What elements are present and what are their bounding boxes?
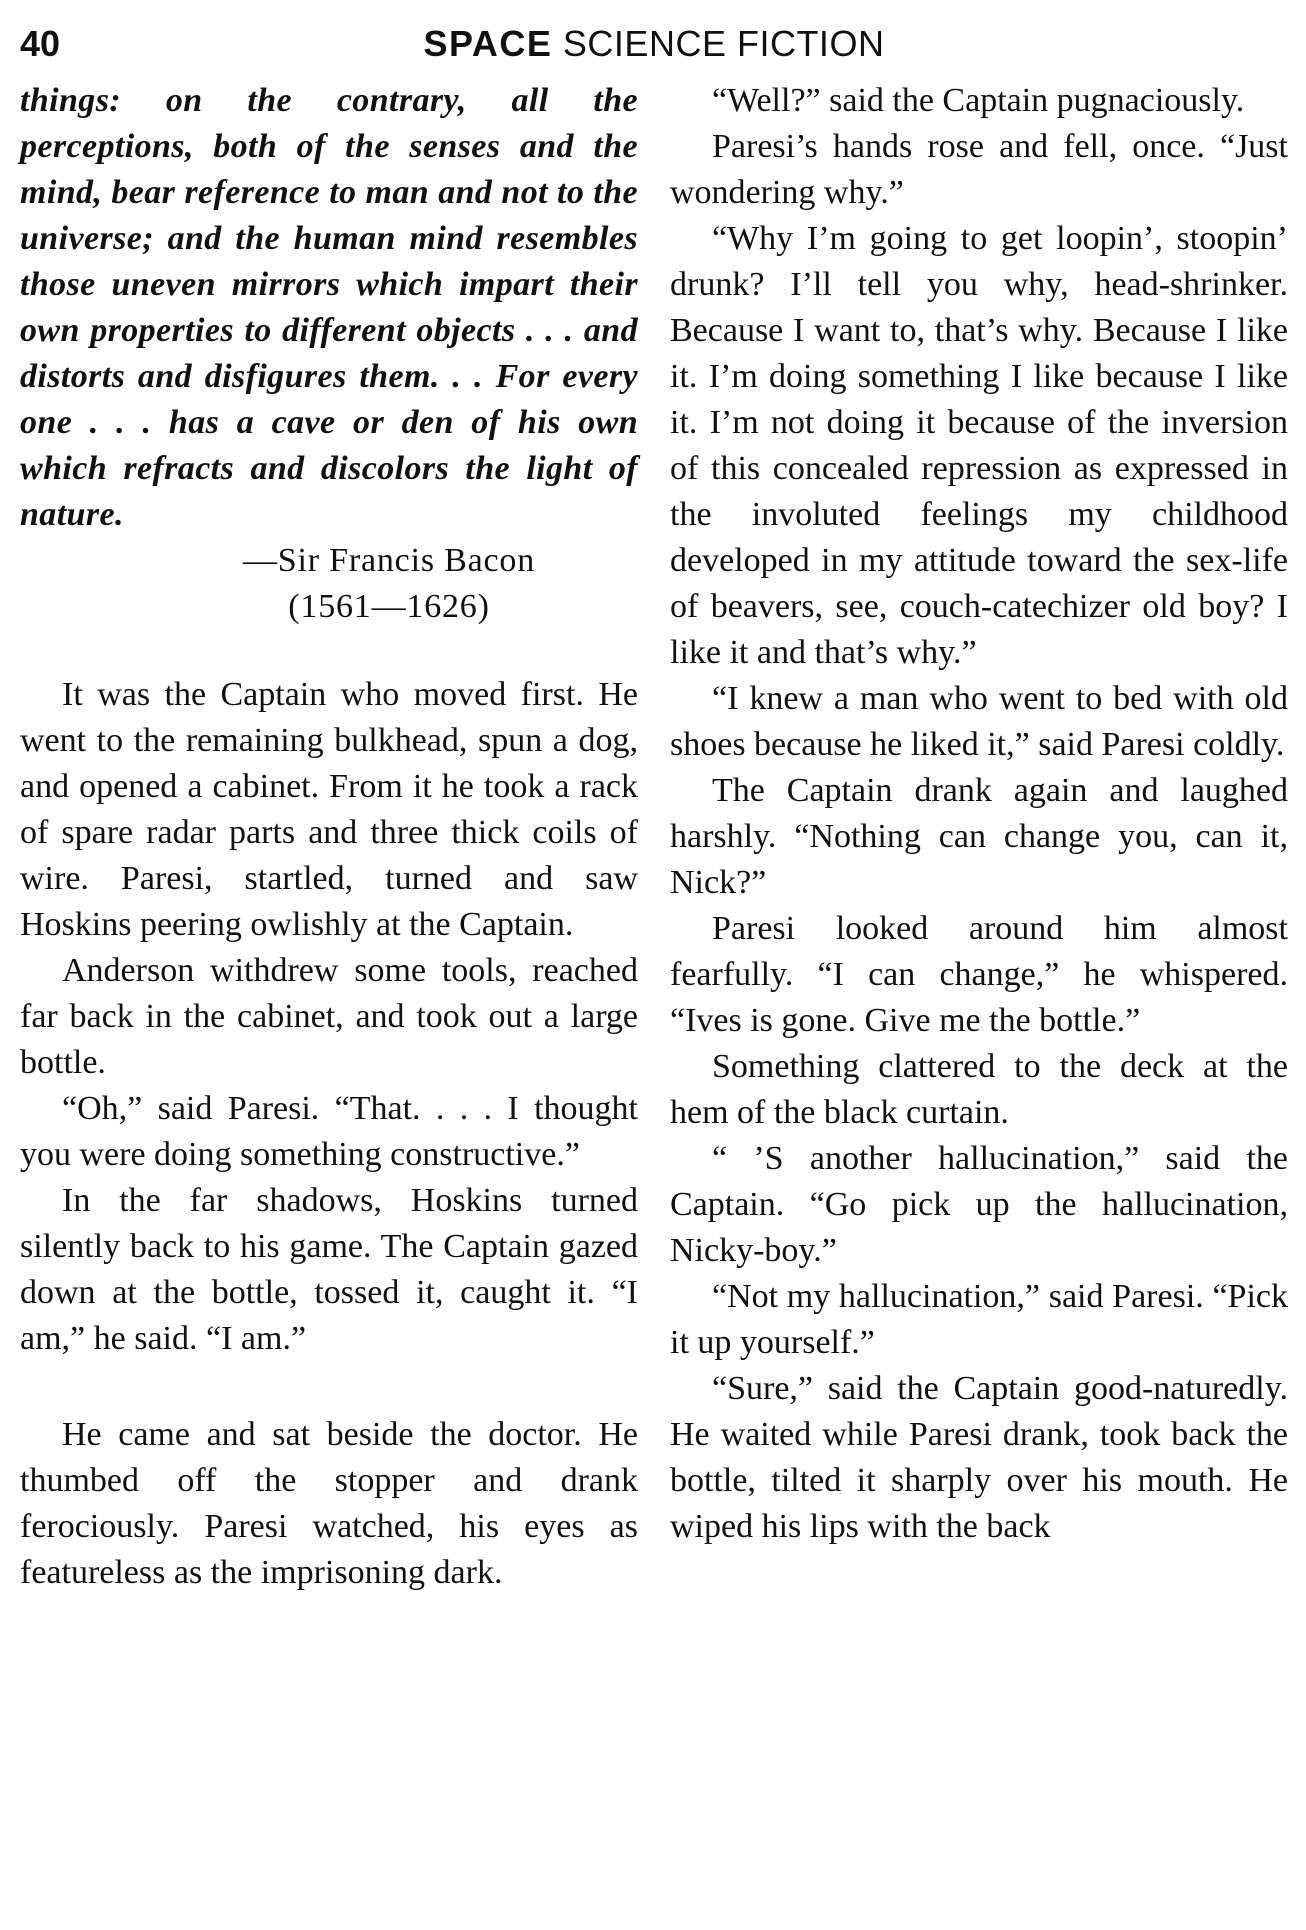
running-head	[20, 22, 1288, 66]
text-columns	[20, 78, 1288, 1596]
paragraph: Something clattered to the deck at the hem of the black curtain.	[670, 1048, 1288, 1131]
paragraph: “Not my hallucination,” said Paresi. “Pick it up yourself.”	[670, 1278, 1288, 1361]
attribution-name: —Sir Francis Bacon	[242, 542, 536, 579]
section-break	[20, 1362, 638, 1412]
paragraph: “ ’S another hallucination,” said the Captain. “Go pick up the hallucination, Nicky-boy.”	[670, 1140, 1288, 1269]
right-column-body	[670, 78, 1288, 1550]
epigraph-quote: things: on the contrary, all the perceptions, both of the senses and the mind, bear reference to man and not to the universe; and the human mind resembles those uneven mirrors which impart their own properties to different objects . . . and distorts and disfigures them. . . For every one . . . has a cave or den of his own which refracts and discolors the light of nature.	[20, 82, 638, 533]
paragraph: “I knew a man who went to bed with old shoes because he liked it,” said Paresi coldly.	[670, 680, 1288, 763]
page-header	[20, 14, 1288, 74]
page-number: 40	[20, 23, 61, 64]
paragraph: “Oh,” said Paresi. “That. . . . I thought you were doing something constructive.”	[20, 1090, 638, 1173]
paragraph: Paresi looked around him almost fearfully. “I can change,” he whispered. “Ives is gone. Give me the bottle.”	[670, 910, 1288, 1039]
paragraph: “Why I’m going to get loopin’, stoopin’ drunk? I’ll tell you why, head-shrinker. Because I want to, that’s why. Because I like it. I’m doing something I like because I like it. I’m not doing it because of the inversion of this concealed repression as expressed in the involuted feelings my childhood developed in my attitude toward the sex-life of beavers, see, couch-catechizer old boy? I like it and that’s why.”	[670, 220, 1288, 671]
paragraph: It was the Captain who moved first. He went to the remaining bulkhead, spun a dog, and opened a cabinet. From it he took a rack of spare radar parts and three thick coils of wire. Paresi, startled, turned and saw Hoskins peering owlishly at the Captain.	[20, 676, 638, 943]
magazine-title-strong: SPACE	[423, 23, 553, 64]
paragraph: The Captain drank again and laughed harshly. “Nothing can change you, can it, Nick?”	[670, 772, 1288, 901]
epigraph-attribution	[20, 538, 638, 630]
paragraph: “Sure,” said the Captain good-naturedly. He waited while Paresi drank, took back the bottle, tilted it sharply over his mouth. He wiped his lips with the back	[670, 1370, 1288, 1545]
attribution-dates: (1561—1626)	[288, 588, 490, 625]
paragraph: Anderson withdrew some tools, reached far back in the cabinet, and took out a large bottle.	[20, 952, 638, 1081]
right-column	[670, 78, 1288, 1596]
section-break	[20, 630, 638, 672]
paragraph: Paresi’s hands rose and fell, once. “Just wondering why.”	[670, 128, 1288, 211]
paragraph: In the far shadows, Hoskins turned silently back to his game. The Captain gazed down at the bottle, tossed it, caught it. “I am,” he said. “I am.”	[20, 1182, 638, 1357]
magazine-title-rest: SCIENCE FICTION	[562, 23, 885, 64]
left-column	[20, 78, 638, 1596]
paragraph: “Well?” said the Captain pugnaciously.	[712, 82, 1245, 119]
paragraph: He came and sat beside the doctor. He thumbed off the stopper and drank ferociously. Paresi watched, his eyes as featureless as the imprisoning dark.	[20, 1416, 638, 1591]
